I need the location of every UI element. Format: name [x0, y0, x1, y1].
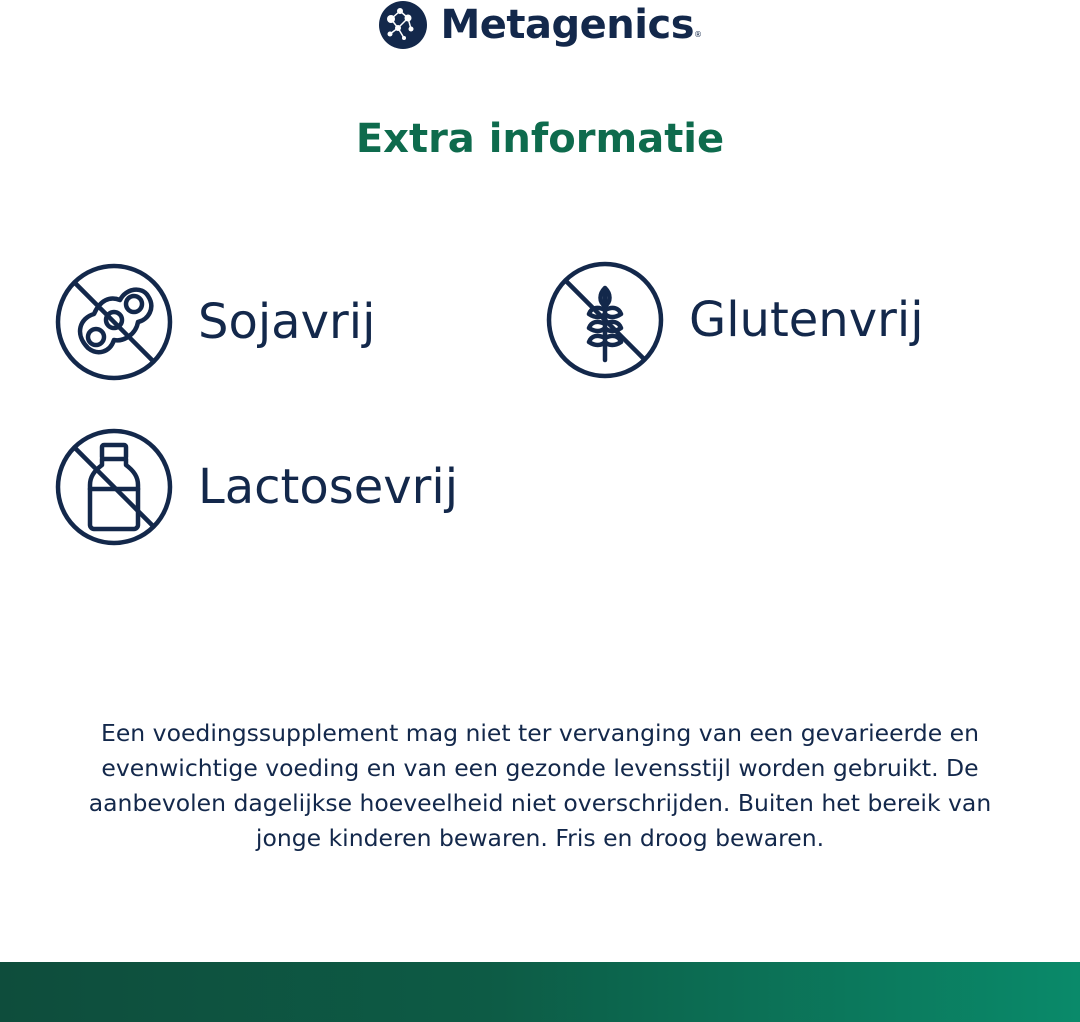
registered-mark: ®: [694, 30, 702, 39]
feature-gluten-free: [545, 260, 924, 380]
feature-soy-free: [54, 262, 375, 382]
molecule-globe-icon: [378, 0, 428, 50]
brand-name: Metagenics®: [440, 2, 702, 48]
disclaimer-text: Een voedingssupplement mag niet ter vervanging van een gevarieerde en evenwichtige voeding en van een gezonde levensstijl worden gebruikt. De aanbevolen dagelijkse hoeveelheid niet overschrijden. Buiten het bereik van jonge kinderen bewaren. Fris en droog bewaren.: [88, 719, 992, 852]
feature-label: Lactosevrij: [198, 459, 459, 515]
feature-lactose-free: [54, 427, 458, 547]
footer-band: [0, 962, 1080, 1022]
page-title: Extra informatie: [355, 116, 725, 162]
feature-label: Glutenvrij: [689, 292, 924, 348]
brand-logo: [0, 0, 1080, 50]
no-lactose-icon: [54, 427, 174, 547]
no-gluten-icon: [545, 260, 665, 380]
feature-label: Sojavrij: [198, 294, 376, 350]
no-soy-icon: [54, 262, 174, 382]
